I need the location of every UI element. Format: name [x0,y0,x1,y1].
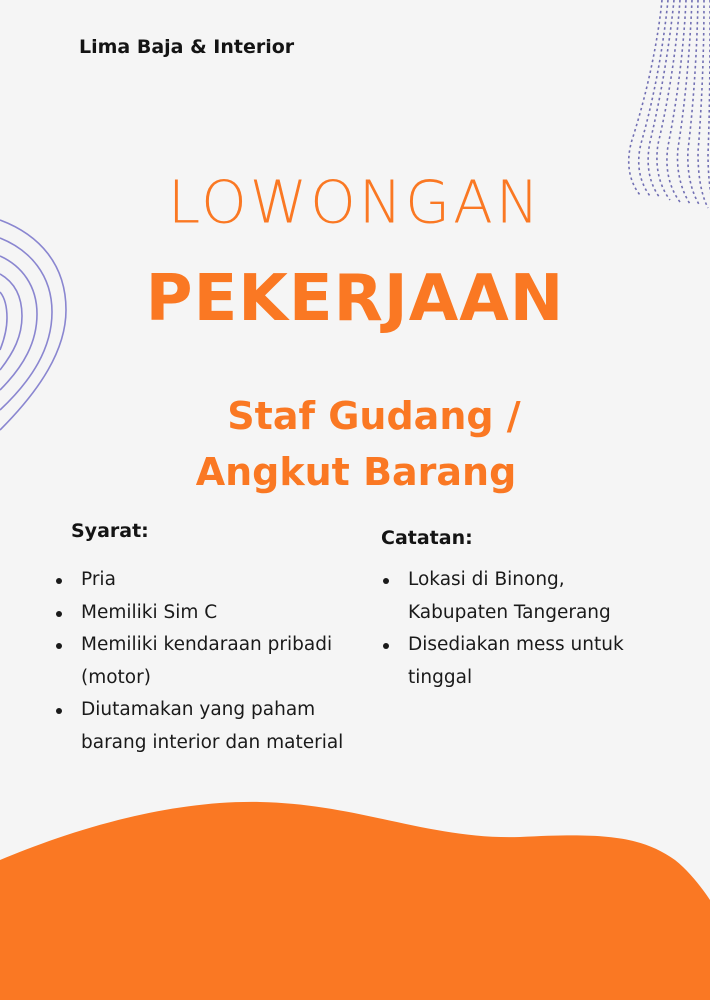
requirements-list [54,564,354,759]
notes-heading: Catatan: [381,527,473,549]
list-item: Disediakan mess untuk tinggal [381,629,651,694]
title-lowongan [0,168,710,236]
job-title-line1: Staf Gudang / [227,394,521,438]
list-item: Lokasi di Binong, Kabupaten Tangerang [381,564,651,629]
list-item: Memiliki kendaraan pribadi (motor) [54,629,354,694]
list-item: Pria [54,564,354,597]
requirements-heading: Syarat: [71,520,149,542]
list-item: Memiliki Sim C [54,597,354,630]
job-title-line2: Angkut Barang [195,450,517,494]
notes-list [381,564,651,694]
company-name: Lima Baja & Interior [79,36,295,58]
list-item: Diutamakan yang paham barang interior dan material [54,694,354,759]
orange-wave-decoration [0,800,710,1000]
title-lowongan-text: LOWONGAN [167,167,543,237]
title-pekerjaan: PEKERJAAN [145,262,565,336]
job-title [0,388,710,500]
